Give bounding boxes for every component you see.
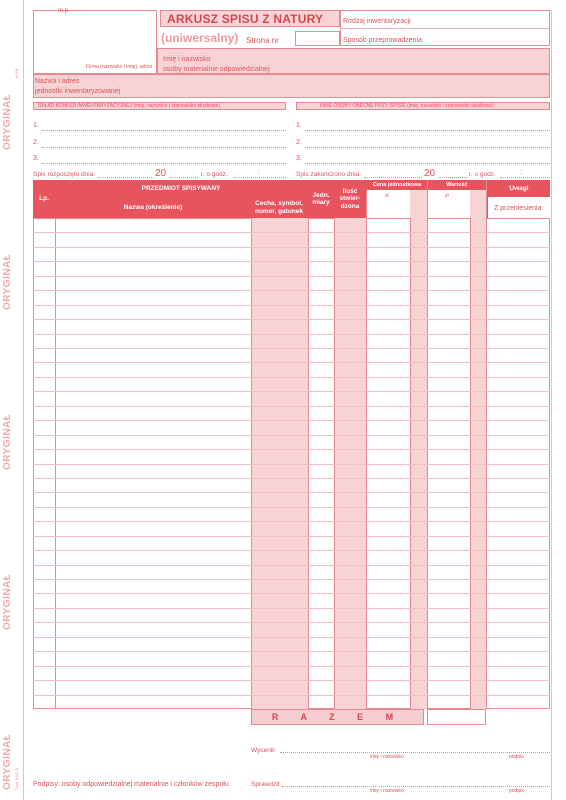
table-row-line bbox=[33, 695, 550, 696]
mp-label: m.p. bbox=[58, 8, 70, 14]
table-row-line bbox=[33, 261, 550, 262]
start-colon: : bbox=[258, 169, 260, 176]
others-line-1[interactable] bbox=[305, 130, 550, 131]
committee-num-3: 3. bbox=[33, 155, 39, 162]
table-row-line bbox=[33, 637, 550, 638]
side-label-5: ORYGINAŁ bbox=[2, 733, 13, 790]
page-number-label: Strona nr bbox=[246, 36, 279, 45]
col-value-header: Wartość bbox=[446, 181, 468, 188]
signatures-label: Podpisy: osoby odpowiedzialnej materialnie i członków zespołu bbox=[33, 781, 229, 788]
committee-num-2: 2. bbox=[33, 139, 39, 146]
inventory-divider bbox=[340, 28, 550, 29]
table-row-line bbox=[33, 334, 550, 335]
start-date-field[interactable] bbox=[98, 177, 154, 178]
col-feature-header: Cecha, symbol, numer, gatunek bbox=[254, 200, 304, 215]
side-label-4: ORYGINAŁ bbox=[2, 573, 13, 630]
col-name-header: Nazwa (określenie) bbox=[123, 203, 183, 211]
side-code-bottom: Typ 342-1 bbox=[14, 767, 19, 790]
others-num-2: 2. bbox=[296, 139, 302, 146]
checked-line[interactable] bbox=[280, 752, 550, 753]
side-strip bbox=[0, 0, 24, 800]
col-subject-header: PRZEDMIOT SPISYWANY bbox=[141, 184, 221, 192]
others-line-2[interactable] bbox=[305, 147, 550, 148]
table-row-line bbox=[33, 290, 550, 291]
end-year-field[interactable] bbox=[439, 177, 467, 178]
table-row-line bbox=[33, 680, 550, 681]
value-zl: zł bbox=[445, 193, 449, 199]
unit-address-label: Nazwa i adres jednostki inwentaryzowanej bbox=[35, 78, 121, 95]
side-label-1: ORYGINAŁ bbox=[2, 93, 13, 150]
table-row-line bbox=[33, 478, 550, 479]
table-row-line bbox=[33, 550, 550, 551]
responsible-label: Imię i nazwisko osoby materialnie odpowiedzialnej bbox=[163, 56, 270, 73]
end-time-field[interactable] bbox=[500, 177, 550, 178]
verified-signature-caption: podpis bbox=[509, 788, 524, 794]
verified-name-caption: imię i nazwisko bbox=[370, 788, 404, 794]
start-year-prefix: 20 bbox=[155, 168, 167, 179]
total-value-field[interactable] bbox=[427, 709, 486, 725]
end-year-prefix: 20 bbox=[424, 168, 436, 179]
table-row-line bbox=[33, 666, 550, 667]
committee-line-3[interactable] bbox=[42, 163, 286, 164]
checked-signature-caption: podpis bbox=[509, 754, 524, 760]
unit-price-zl: zł bbox=[385, 193, 389, 199]
col-qty-header: Ilość stwier-dzona bbox=[339, 187, 361, 210]
table-row-line bbox=[33, 348, 550, 349]
div-c bbox=[486, 180, 487, 218]
table-row-line bbox=[33, 305, 550, 306]
side-label-3: ORYGINAŁ bbox=[2, 413, 13, 470]
committee-label: SKŁAD KOMISJI INWENTARYZACYJNEJ (imię, nazwisko i stanowisko służbowe) bbox=[38, 103, 221, 109]
verified-line[interactable] bbox=[282, 786, 550, 787]
method-label: Sposób przeprowadzenia bbox=[343, 37, 422, 44]
table-row-line bbox=[33, 420, 550, 421]
table-row-line bbox=[33, 362, 550, 363]
table-row-line bbox=[33, 276, 550, 277]
inventory-type-label: Rodzaj inwentaryzacji bbox=[343, 18, 411, 25]
col-remarks-header: Uwagi bbox=[509, 184, 529, 192]
unit-price-gr-shade bbox=[410, 190, 427, 218]
end-label: Spis zakończono dnia: bbox=[296, 171, 362, 178]
table-row-line bbox=[33, 449, 550, 450]
table-row-line bbox=[33, 406, 550, 407]
committee-line-1[interactable] bbox=[42, 130, 286, 131]
col-unit-header: Jedn. miary bbox=[312, 191, 330, 206]
end-time-label: r. o godz. bbox=[469, 171, 496, 178]
table-row-line bbox=[33, 536, 550, 537]
right-margin-line bbox=[551, 10, 552, 800]
table-row-line bbox=[33, 319, 550, 320]
start-time-field[interactable] bbox=[234, 177, 286, 178]
start-year-field[interactable] bbox=[170, 177, 198, 178]
table-row-line bbox=[33, 651, 550, 652]
others-num-3: 3. bbox=[296, 155, 302, 162]
page-title: ARKUSZ SPISU Z NATURY bbox=[167, 12, 324, 26]
page-subtitle: (uniwersalny) bbox=[161, 31, 239, 45]
value-gr-shade bbox=[470, 190, 486, 218]
table-row-line bbox=[33, 464, 550, 465]
start-label: Spis rozpoczęto dnia: bbox=[33, 171, 96, 178]
end-date-field[interactable] bbox=[364, 177, 422, 178]
total-label: R A Z E M bbox=[251, 709, 424, 725]
end-colon: : bbox=[520, 169, 522, 176]
col-unit-price-header: Cena jednostkowa bbox=[372, 181, 422, 188]
side-code-top: 9/99 bbox=[14, 68, 19, 78]
table-row-line bbox=[33, 565, 550, 566]
page-number-field[interactable] bbox=[295, 31, 340, 46]
checked-label: Wycenił: bbox=[251, 747, 276, 754]
col-lp-header: Lp. bbox=[39, 195, 49, 203]
table-row-line bbox=[33, 391, 550, 392]
side-label-2: ORYGINAŁ bbox=[2, 253, 13, 310]
table-row-line bbox=[33, 435, 550, 436]
table-row-line bbox=[33, 492, 550, 493]
div-b bbox=[427, 180, 428, 218]
others-label: INNE OSOBY OBECNE PRZY SPISIE (imię, nazwisko i stanowisko służbowe) bbox=[320, 103, 494, 109]
firm-caption: Firma (nazwisko i imię), adres bbox=[86, 64, 153, 70]
others-num-1: 1. bbox=[296, 122, 302, 129]
table-row-line bbox=[33, 232, 550, 233]
checked-name-caption: imię i nazwisko bbox=[370, 754, 404, 760]
committee-line-2[interactable] bbox=[42, 147, 286, 148]
others-line-3[interactable] bbox=[305, 163, 550, 164]
table-row-line bbox=[33, 377, 550, 378]
committee-num-1: 1. bbox=[33, 122, 39, 129]
table-row-line bbox=[33, 521, 550, 522]
table-row-line bbox=[33, 507, 550, 508]
table-row-line bbox=[33, 608, 550, 609]
carry-label: Z przeniesienia bbox=[494, 205, 542, 212]
verified-label: Sprawdził: bbox=[251, 781, 281, 788]
div-a bbox=[366, 190, 367, 218]
table-row-line bbox=[33, 247, 550, 248]
start-time-label: r. o godz. bbox=[201, 171, 228, 178]
table-row-line bbox=[33, 579, 550, 580]
table-row-line bbox=[33, 622, 550, 623]
table-row-line bbox=[33, 593, 550, 594]
